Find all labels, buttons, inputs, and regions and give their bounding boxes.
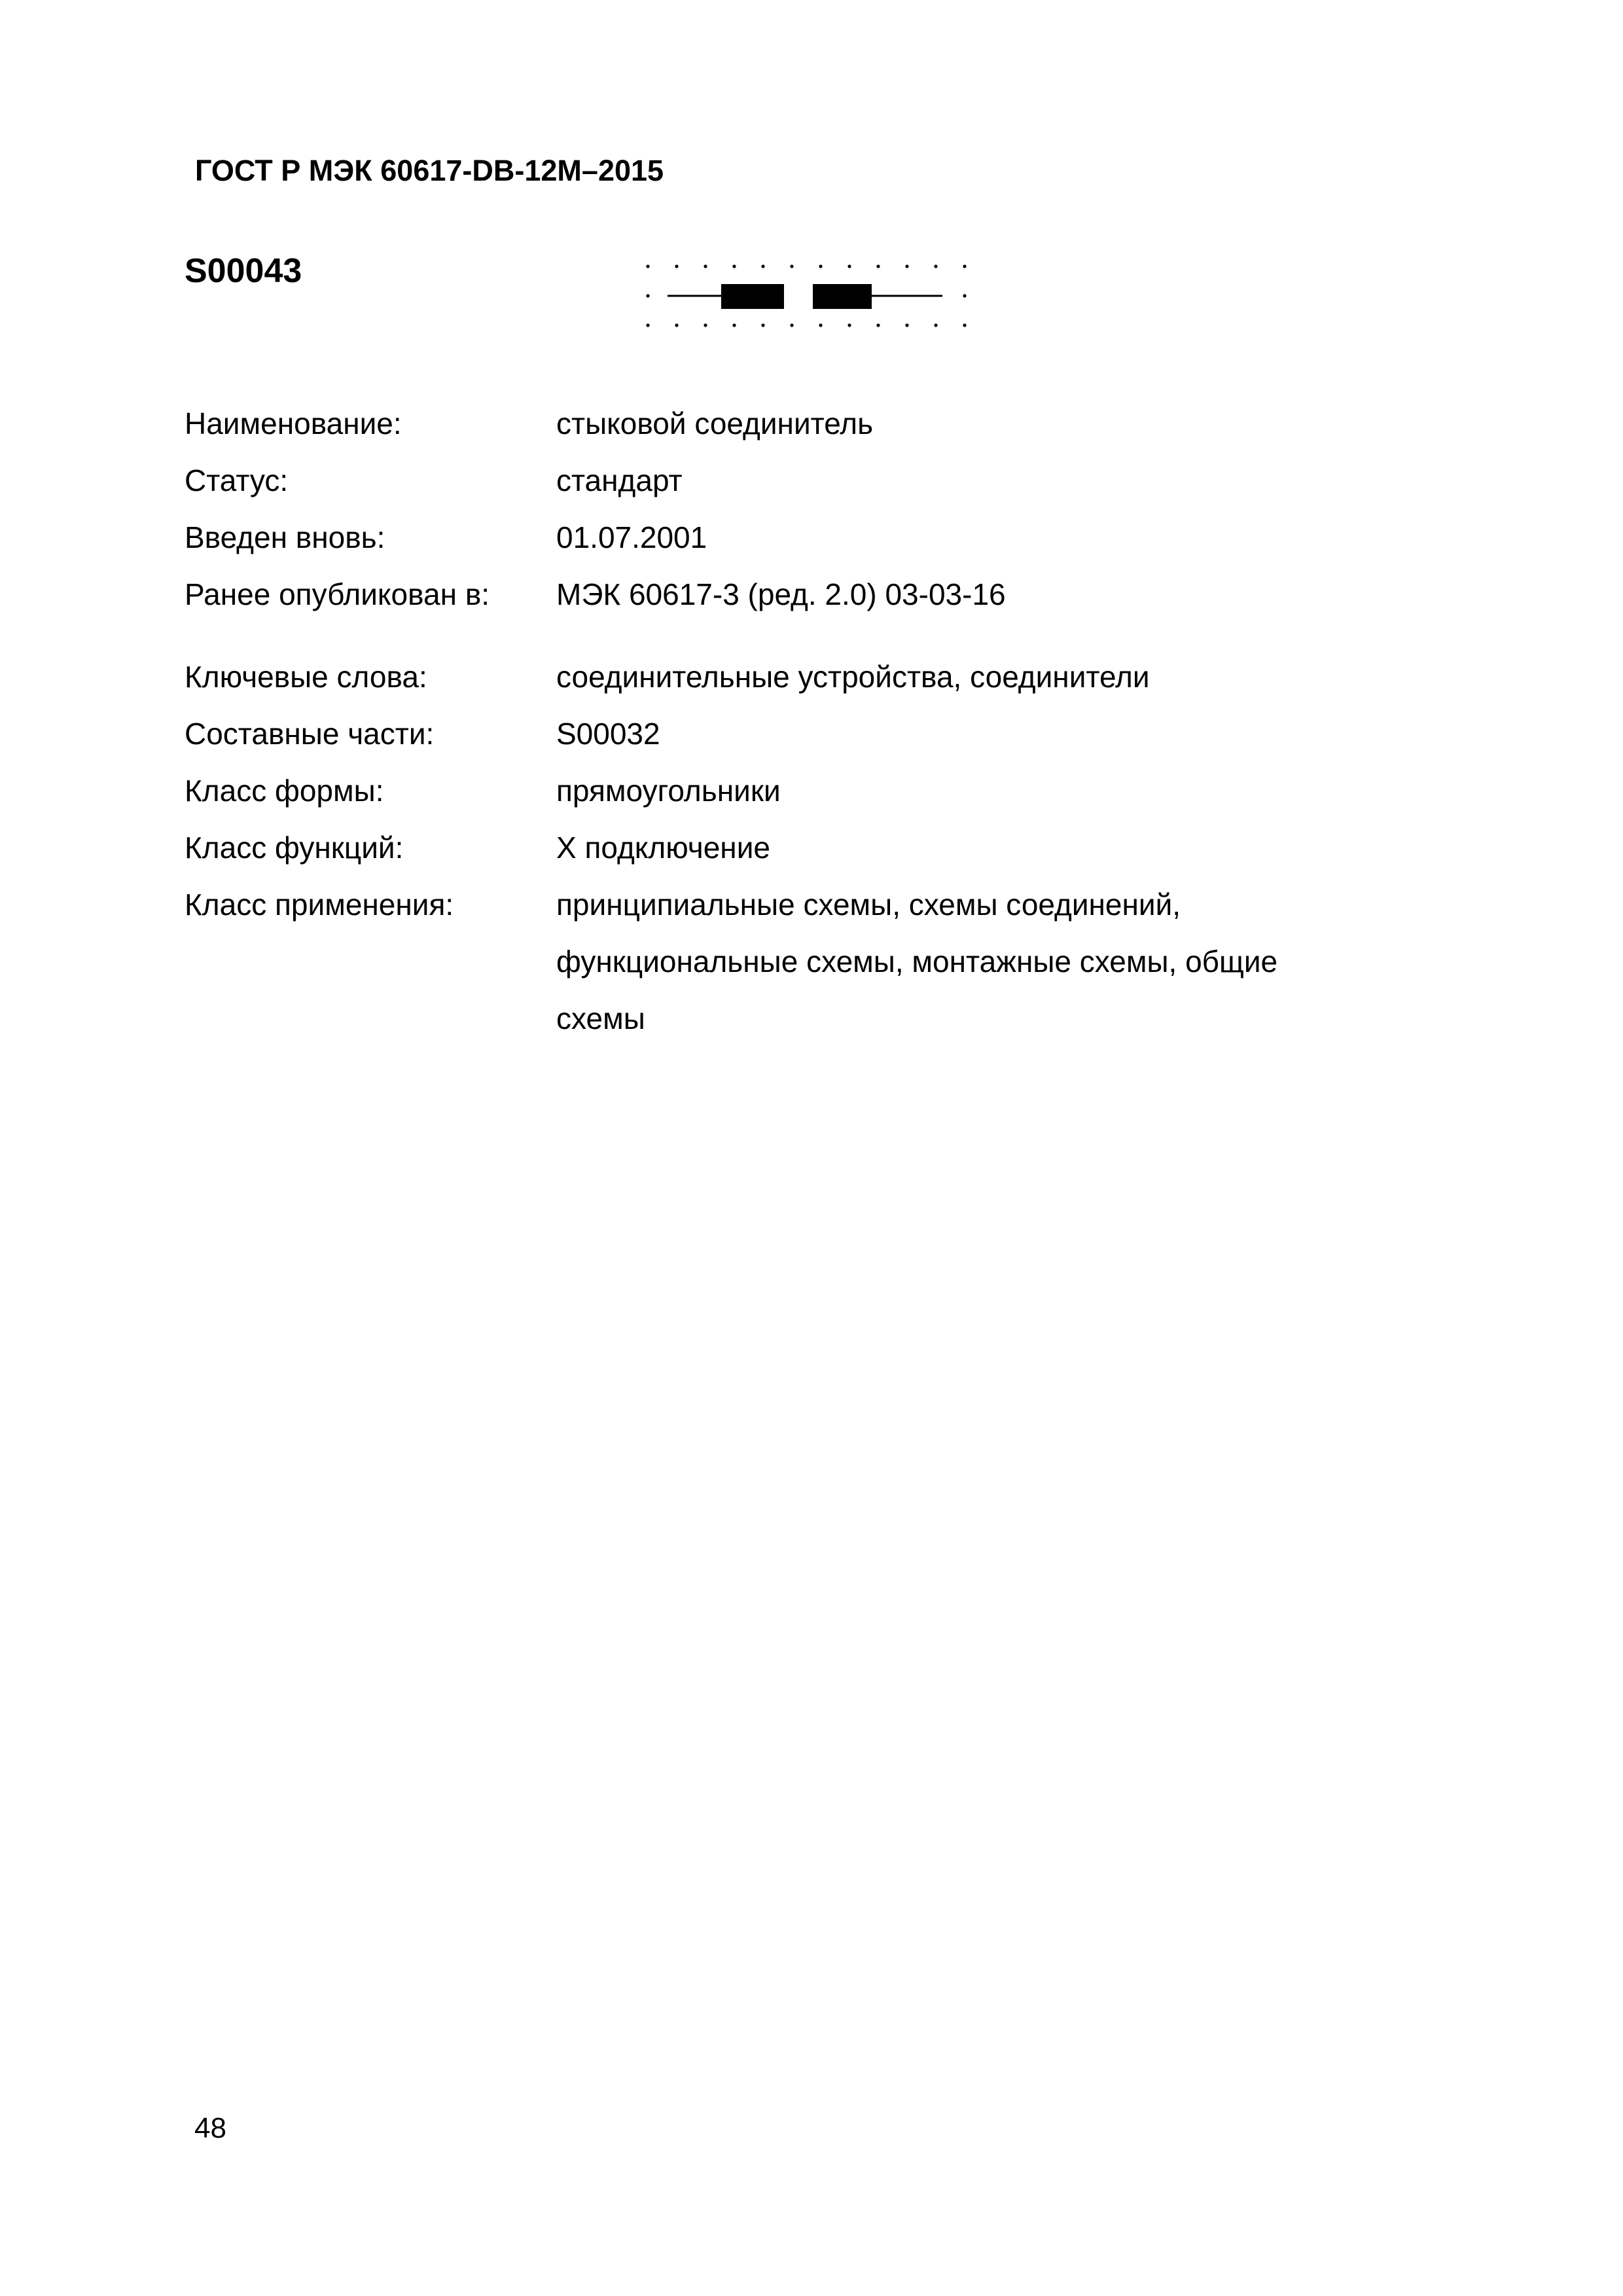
grid-dot: [819, 323, 822, 327]
property-label: Класс применения:: [185, 888, 454, 922]
symbol-code: S00043: [185, 252, 302, 290]
property-label: Ранее опубликован в:: [185, 577, 490, 611]
property-keywords: [185, 649, 1428, 706]
grid-dot: [761, 264, 764, 268]
connector-symbol-svg: [641, 257, 982, 335]
grid-dot: [790, 264, 793, 268]
connector-symbol-figure: [641, 257, 982, 335]
property-name: [185, 395, 1428, 452]
property-label: Введен вновь:: [185, 520, 385, 554]
left-plug-block: [721, 284, 784, 309]
property-status: [185, 452, 1428, 509]
grid-dot: [646, 294, 649, 297]
grid-dot: [732, 264, 736, 268]
grid-dot: [934, 264, 937, 268]
grid-dot: [675, 264, 678, 268]
grid-dot: [905, 323, 908, 327]
property-label: Статус:: [185, 463, 289, 497]
grid-dot: [704, 264, 707, 268]
property-value: X подключение: [556, 831, 770, 865]
grid-dot: [963, 323, 966, 327]
grid-dot: [732, 323, 736, 327]
grid-dot: [847, 264, 851, 268]
property-application-class: [185, 876, 1428, 1047]
grid-dot: [790, 323, 793, 327]
grid-dot: [675, 323, 678, 327]
grid-dot: [761, 323, 764, 327]
symbol-properties: [185, 395, 1428, 1047]
property-function-class: [185, 819, 1428, 876]
property-label: Составные части:: [185, 717, 435, 751]
grid-dot: [646, 323, 649, 327]
grid-dot: [704, 323, 707, 327]
property-value: 01.07.2001: [556, 520, 707, 554]
property-value: стыковой соединитель: [556, 406, 874, 440]
grid-dot: [819, 264, 822, 268]
grid-dot: [905, 264, 908, 268]
grid-dot: [963, 294, 966, 297]
right-plug-block: [813, 284, 872, 309]
property-value: S00032: [556, 717, 660, 751]
grid-dot: [646, 264, 649, 268]
grid-dot: [847, 323, 851, 327]
property-label: Наименование:: [185, 406, 402, 440]
property-value: соединительные устройства, соединители: [556, 660, 1150, 694]
property-parts: [185, 706, 1428, 762]
property-published: [185, 566, 1428, 623]
property-value: стандарт: [556, 463, 683, 497]
document-standard-header: ГОСТ Р МЭК 60617-DB-12М–2015: [195, 154, 664, 187]
property-value: МЭК 60617-3 (ред. 2.0) 03-03-16: [556, 577, 1006, 611]
property-label: Ключевые слова:: [185, 660, 427, 694]
property-label: Класс формы:: [185, 774, 384, 808]
grid-dot: [934, 323, 937, 327]
grid-dot: [963, 264, 966, 268]
property-introduced: [185, 509, 1428, 566]
property-label: Класс функций:: [185, 831, 404, 865]
property-shape-class: [185, 762, 1428, 819]
grid-dot: [876, 264, 880, 268]
page-number: 48: [194, 2112, 226, 2144]
property-value: прямоугольники: [556, 774, 781, 808]
property-value: принципиальные схемы, схемы соединений, функциональные схемы, монтажные схемы, общие схемы: [556, 888, 1278, 1035]
grid-dot: [876, 323, 880, 327]
